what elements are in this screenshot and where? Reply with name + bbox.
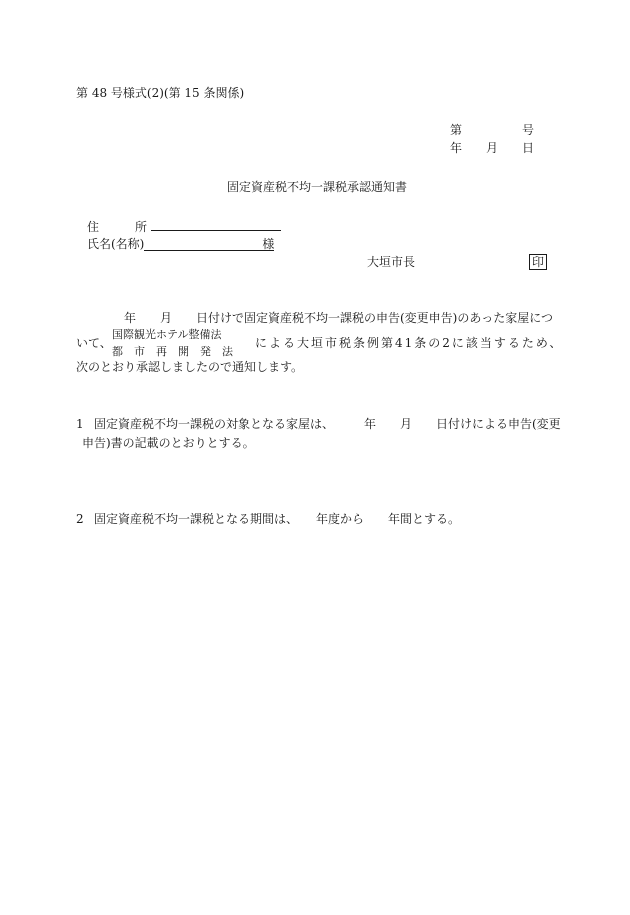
address-field bbox=[151, 219, 281, 231]
name-field bbox=[144, 238, 274, 251]
name-label: 氏名(名称) bbox=[87, 237, 145, 251]
form-number: 第 48 号様式(2)(第 15 条関係) bbox=[76, 86, 245, 100]
item-1-line-2: 申告)書の記載のとおりとする。 bbox=[82, 436, 255, 450]
law-option-2: 都 市 再 開 発 法 bbox=[112, 345, 233, 358]
date-month: 月 bbox=[486, 141, 499, 155]
issuer-name: 大垣市長 bbox=[367, 255, 416, 269]
body-line-2-suffix: による大垣市税条例第41条の2に該当するため、 bbox=[255, 336, 564, 350]
body-line-2-prefix: いて、 bbox=[76, 336, 112, 350]
date-day: 日 bbox=[522, 141, 535, 155]
item-2-line-1: 固定資産税不均一課税となる期間は、 年度から 年間とする。 bbox=[94, 512, 461, 526]
body-line-1: 年 月 日付けで固定資産税不均一課税の申告(変更申告)のあった家屋につ bbox=[124, 311, 554, 325]
body-line-3: 次のとおり承認しましたので通知します。 bbox=[76, 360, 304, 374]
doc-number-prefix: 第 bbox=[450, 123, 463, 137]
law-option-1: 国際観光ホテル整備法 bbox=[112, 328, 222, 341]
item-1-number: 1 bbox=[76, 417, 84, 431]
item-2-number: 2 bbox=[76, 512, 84, 526]
honorific: 様 bbox=[262, 237, 275, 251]
address-label: 住 所 bbox=[87, 220, 148, 234]
date-year: 年 bbox=[450, 141, 463, 155]
address-row bbox=[87, 219, 281, 233]
doc-number-suffix: 号 bbox=[522, 123, 535, 137]
item-1-line-1: 固定資産税不均一課税の対象となる家屋は、 年 月 日付けによる申告(変更 bbox=[94, 417, 561, 431]
name-row bbox=[87, 238, 274, 251]
page-title: 固定資産税不均一課税承認通知書 bbox=[227, 180, 408, 194]
seal-mark: 印 bbox=[529, 254, 547, 270]
